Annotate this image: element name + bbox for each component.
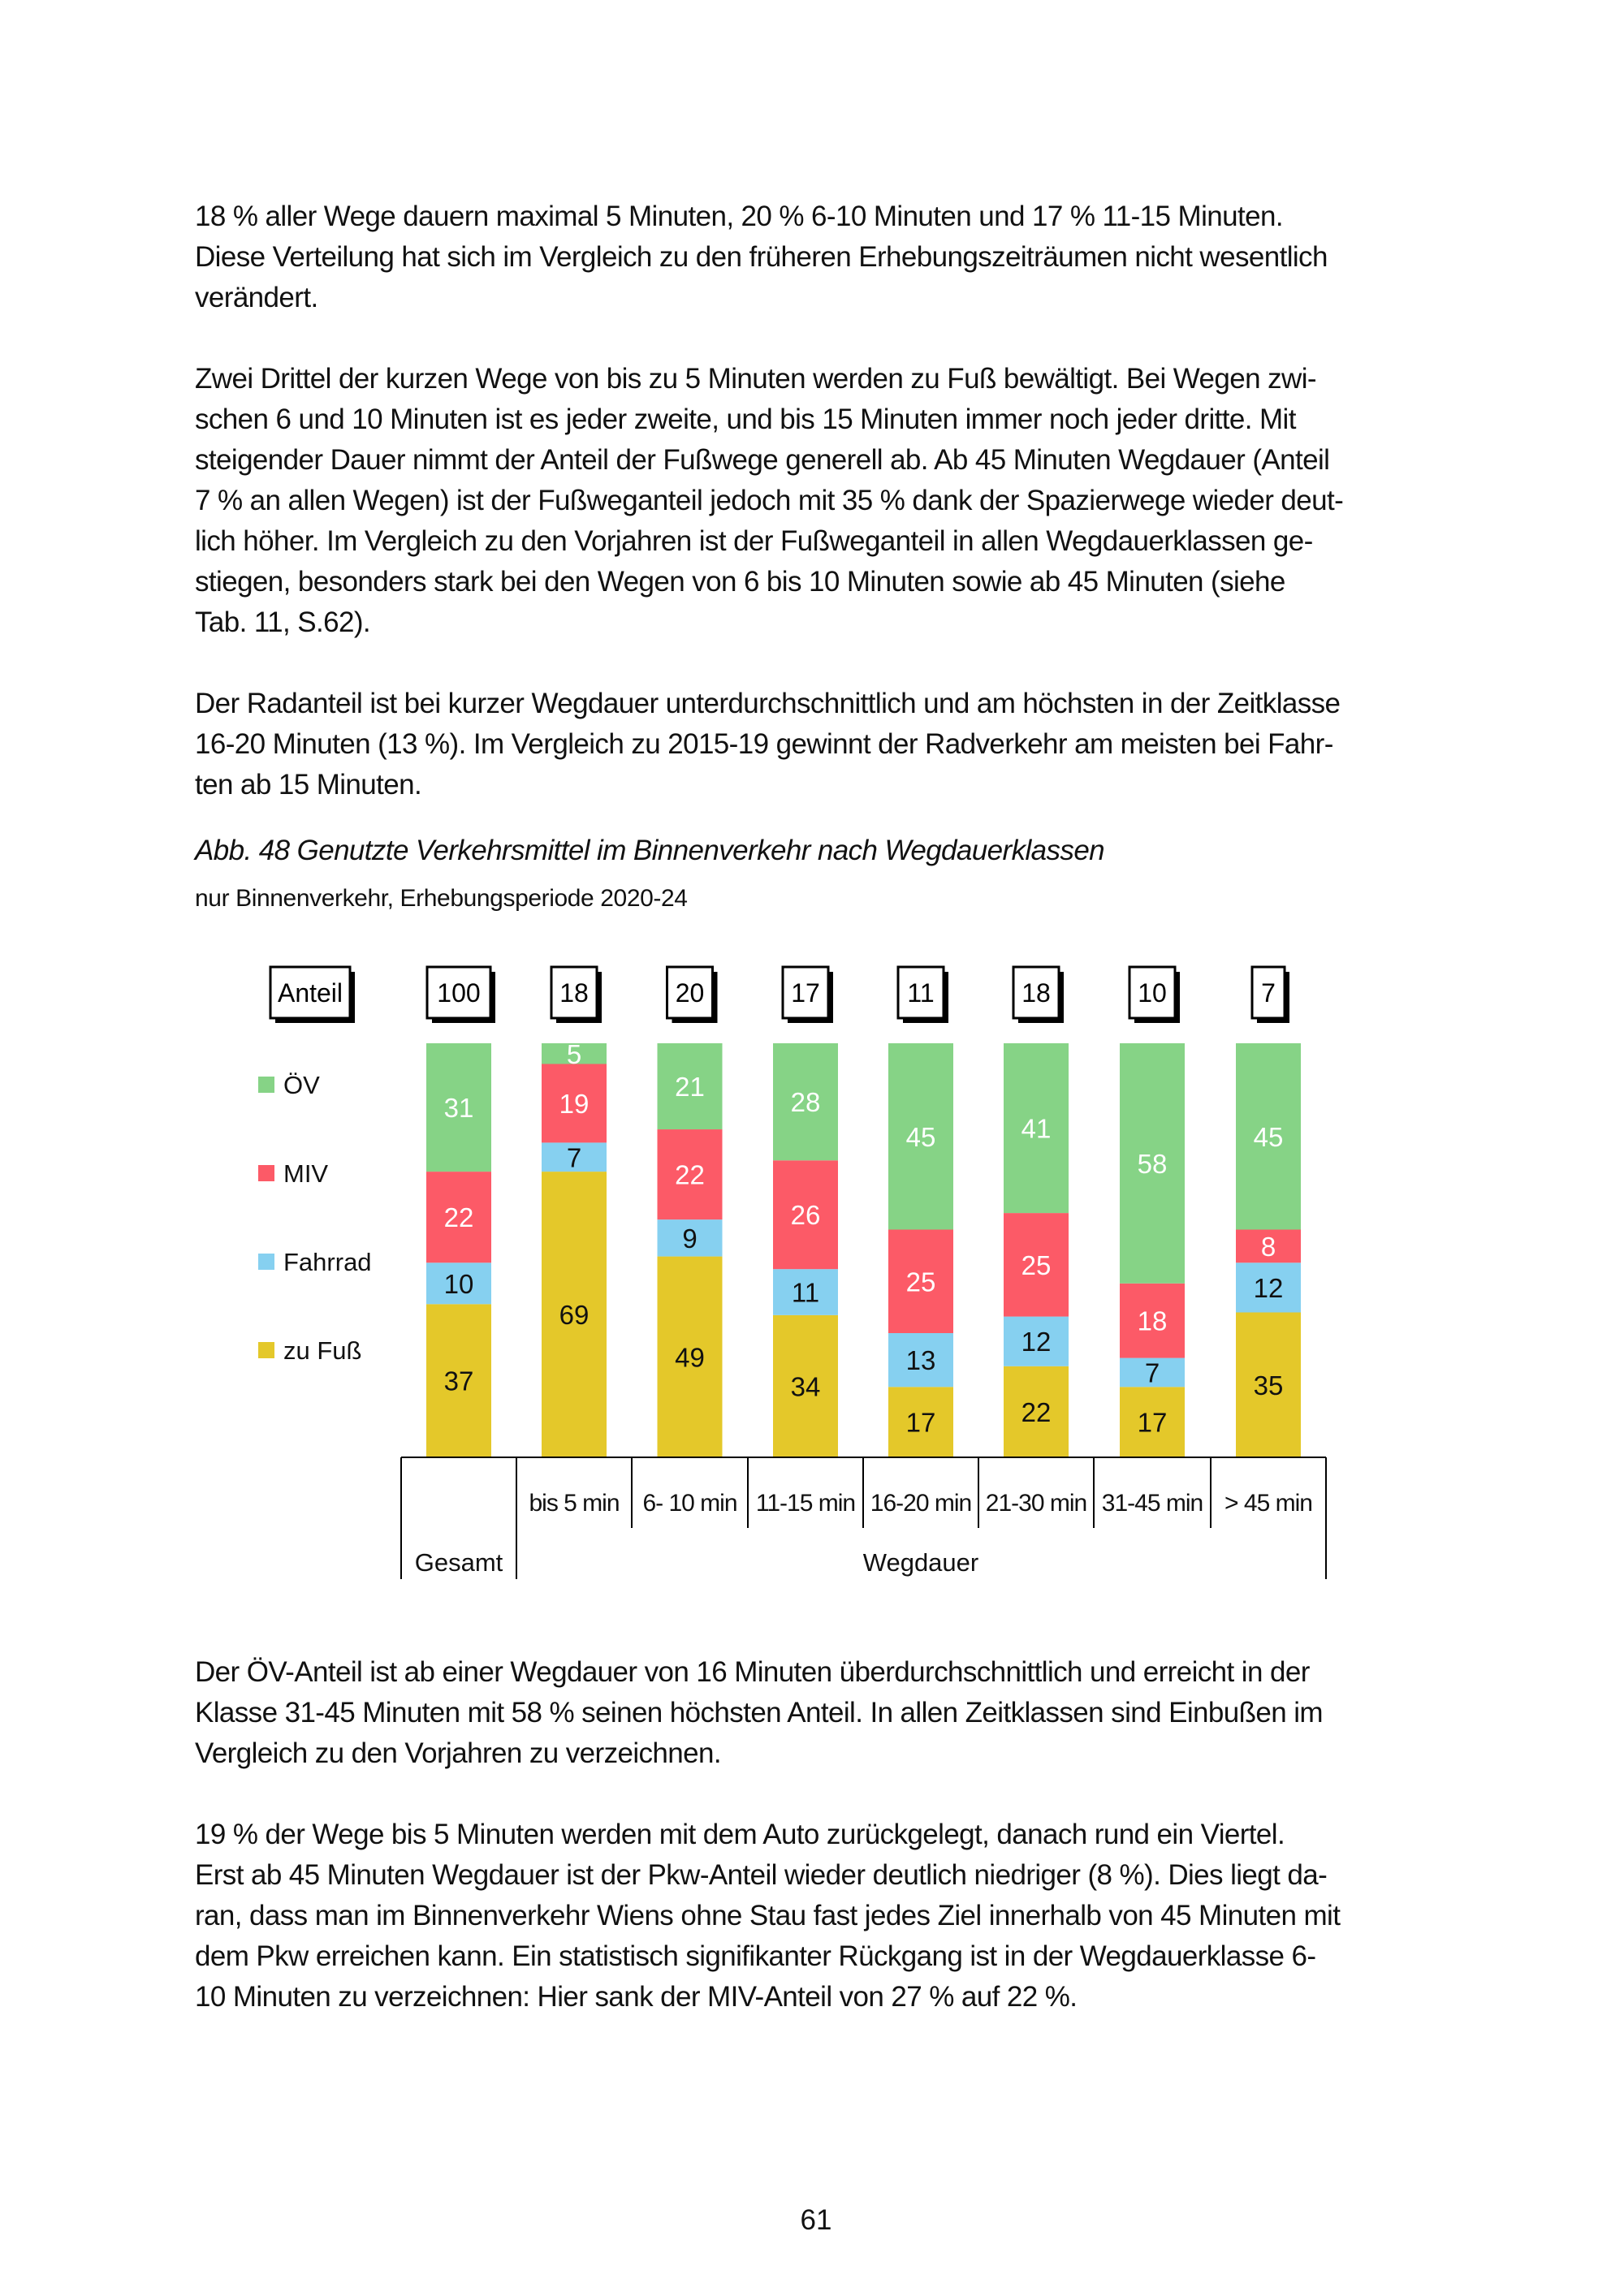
body-paragraph bbox=[195, 196, 1328, 318]
legend-label: ÖV bbox=[283, 1071, 320, 1099]
paragraph-line: Erst ab 45 Minuten Wegdauer ist der Pkw-Anteil wieder deutlich niedriger (8 %). Dies liegt da- bbox=[195, 1859, 1328, 1891]
data-label: 7 bbox=[1144, 1357, 1160, 1388]
group-label-total: Gesamt bbox=[414, 1548, 503, 1577]
data-label: 18 bbox=[1137, 1306, 1168, 1336]
paragraph-line: Tab. 11, S.62). bbox=[195, 606, 371, 638]
paragraph-line: Der ÖV-Anteil ist ab einer Wegdauer von 16 Minuten überdurchschnittlich und erreicht in der bbox=[195, 1656, 1310, 1688]
paragraph-line: ten ab 15 Minuten. bbox=[195, 769, 422, 801]
data-label: 8 bbox=[1260, 1231, 1276, 1262]
paragraph-line: Diese Verteilung hat sich im Vergleich zu den früheren Erhebungszeiträumen nicht wesentlich bbox=[195, 241, 1328, 273]
data-label: 41 bbox=[1021, 1113, 1052, 1144]
paragraph-line: Klasse 31-45 Minuten mit 58 % seinen höchsten Anteil. In allen Zeitklassen sind Einbußen im bbox=[195, 1697, 1323, 1728]
figure-subtitle: nur Binnenverkehr, Erhebungsperiode 2020-24 bbox=[195, 885, 688, 912]
category-label: > 45 min bbox=[1224, 1490, 1312, 1517]
figure-caption: Abb. 48 Genutzte Verkehrsmittel im Binnenverkehr nach Wegdauerklassen bbox=[195, 835, 1105, 866]
legend-swatch bbox=[258, 1254, 274, 1270]
data-label: 26 bbox=[790, 1200, 821, 1231]
data-label: 25 bbox=[1021, 1249, 1052, 1280]
paragraph-line: 18 % aller Wege dauern maximal 5 Minuten, 20 % 6-10 Minuten und 17 % 11-15 Minuten. bbox=[195, 201, 1283, 232]
category-label: bis 5 min bbox=[529, 1490, 620, 1517]
legend-label: Fahrrad bbox=[283, 1248, 372, 1276]
page-number: 61 bbox=[800, 2204, 832, 2236]
data-label: 45 bbox=[905, 1121, 936, 1152]
paragraph-line: verändert. bbox=[195, 282, 318, 313]
legend-label: MIV bbox=[283, 1159, 329, 1188]
stacked-bar-chart bbox=[0, 934, 1624, 1599]
data-label: 10 bbox=[443, 1268, 474, 1299]
share-box-label: 10 bbox=[1138, 978, 1167, 1008]
share-box-label: 7 bbox=[1261, 978, 1276, 1008]
share-box-label: 17 bbox=[791, 978, 820, 1008]
category-label: 31-45 min bbox=[1101, 1490, 1203, 1517]
paragraph-line: 10 Minuten zu verzeichnen: Hier sank der MIV-Anteil von 27 % auf 22 %. bbox=[195, 1981, 1078, 2013]
paragraph-line: lich höher. Im Vergleich zu den Vorjahren ist der Fußweganteil in allen Wegdauerklassen ge- bbox=[195, 525, 1313, 557]
paragraph-line: ran, dass man im Binnenverkehr Wiens ohne Stau fast jedes Ziel innerhalb von 45 Minuten mit bbox=[195, 1900, 1341, 1931]
legend-swatch bbox=[258, 1165, 274, 1181]
category-label: 16-20 min bbox=[870, 1490, 972, 1517]
data-label: 34 bbox=[790, 1371, 821, 1402]
category-label: 6- 10 min bbox=[642, 1490, 737, 1517]
body-paragraph bbox=[195, 684, 1340, 805]
data-label: 9 bbox=[682, 1223, 698, 1254]
body-paragraph bbox=[195, 1652, 1323, 1774]
paragraph-line: 19 % der Wege bis 5 Minuten werden mit dem Auto zurückgelegt, danach rund ein Viertel. bbox=[195, 1819, 1285, 1850]
data-label: 45 bbox=[1253, 1121, 1284, 1152]
data-label: 13 bbox=[905, 1345, 936, 1376]
data-label: 31 bbox=[443, 1093, 474, 1124]
data-label: 19 bbox=[559, 1088, 590, 1119]
data-label: 11 bbox=[791, 1277, 820, 1308]
paragraph-line: Vergleich zu den Vorjahren zu verzeichnen. bbox=[195, 1737, 722, 1769]
data-label: 12 bbox=[1021, 1327, 1052, 1357]
paragraph-line: steigender Dauer nimmt der Anteil der Fußwege generell ab. Ab 45 Minuten Wegdauer (Anteil bbox=[195, 444, 1330, 476]
data-label: 58 bbox=[1137, 1148, 1168, 1179]
category-label: 21-30 min bbox=[985, 1490, 1087, 1517]
data-label: 69 bbox=[559, 1300, 590, 1331]
paragraph-line: schen 6 und 10 Minuten ist es jeder zweite, und bis 15 Minuten immer noch jeder dritte. Mit bbox=[195, 404, 1296, 435]
body-paragraph bbox=[195, 1815, 1340, 2018]
legend-swatch bbox=[258, 1342, 274, 1358]
data-label: 5 bbox=[566, 1038, 582, 1069]
data-label: 17 bbox=[1137, 1407, 1168, 1438]
data-label: 49 bbox=[675, 1342, 705, 1373]
share-box-label: 18 bbox=[1021, 978, 1051, 1008]
data-label: 22 bbox=[1021, 1396, 1052, 1427]
share-box-label: 18 bbox=[559, 978, 589, 1008]
data-label: 7 bbox=[566, 1142, 582, 1173]
paragraph-line: stiegen, besonders stark bei den Wegen von 6 bis 10 Minuten sowie ab 45 Minuten (siehe bbox=[195, 566, 1285, 598]
legend-swatch bbox=[258, 1077, 274, 1093]
paragraph-line: 7 % an allen Wegen) ist der Fußweganteil jedoch mit 35 % dank der Spazierwege wieder deut- bbox=[195, 485, 1344, 516]
category-label: 11-15 min bbox=[755, 1490, 856, 1517]
data-label: 22 bbox=[443, 1202, 474, 1233]
paragraph-line: 16-20 Minuten (13 %). Im Vergleich zu 2015-19 gewinnt der Radverkehr am meisten bei Fahr- bbox=[195, 728, 1333, 760]
data-label: 28 bbox=[790, 1087, 821, 1118]
paragraph-line: Zwei Drittel der kurzen Wege von bis zu 5 Minuten werden zu Fuß bewältigt. Bei Wegen zwi- bbox=[195, 363, 1316, 395]
share-box-label: 20 bbox=[675, 978, 705, 1008]
share-box-label: 100 bbox=[437, 978, 481, 1008]
data-label: 25 bbox=[905, 1267, 936, 1297]
share-header-box-label: Anteil bbox=[277, 978, 343, 1008]
data-label: 35 bbox=[1253, 1370, 1284, 1400]
data-label: 21 bbox=[675, 1072, 705, 1103]
legend-label: zu Fuß bbox=[283, 1336, 362, 1365]
group-label-duration: Wegdauer bbox=[862, 1548, 979, 1577]
data-label: 17 bbox=[905, 1407, 936, 1438]
paragraph-line: dem Pkw erreichen kann. Ein statistisch signifikanter Rückgang ist in der Wegdauerklasse 6- bbox=[195, 1940, 1316, 1972]
data-label: 12 bbox=[1253, 1272, 1284, 1303]
data-label: 37 bbox=[443, 1366, 474, 1396]
paragraph-line: Der Radanteil ist bei kurzer Wegdauer unterdurchschnittlich und am höchsten in der Zeitklasse bbox=[195, 688, 1341, 719]
body-paragraph bbox=[195, 359, 1343, 643]
share-box-label: 11 bbox=[907, 978, 935, 1008]
data-label: 22 bbox=[675, 1159, 705, 1190]
